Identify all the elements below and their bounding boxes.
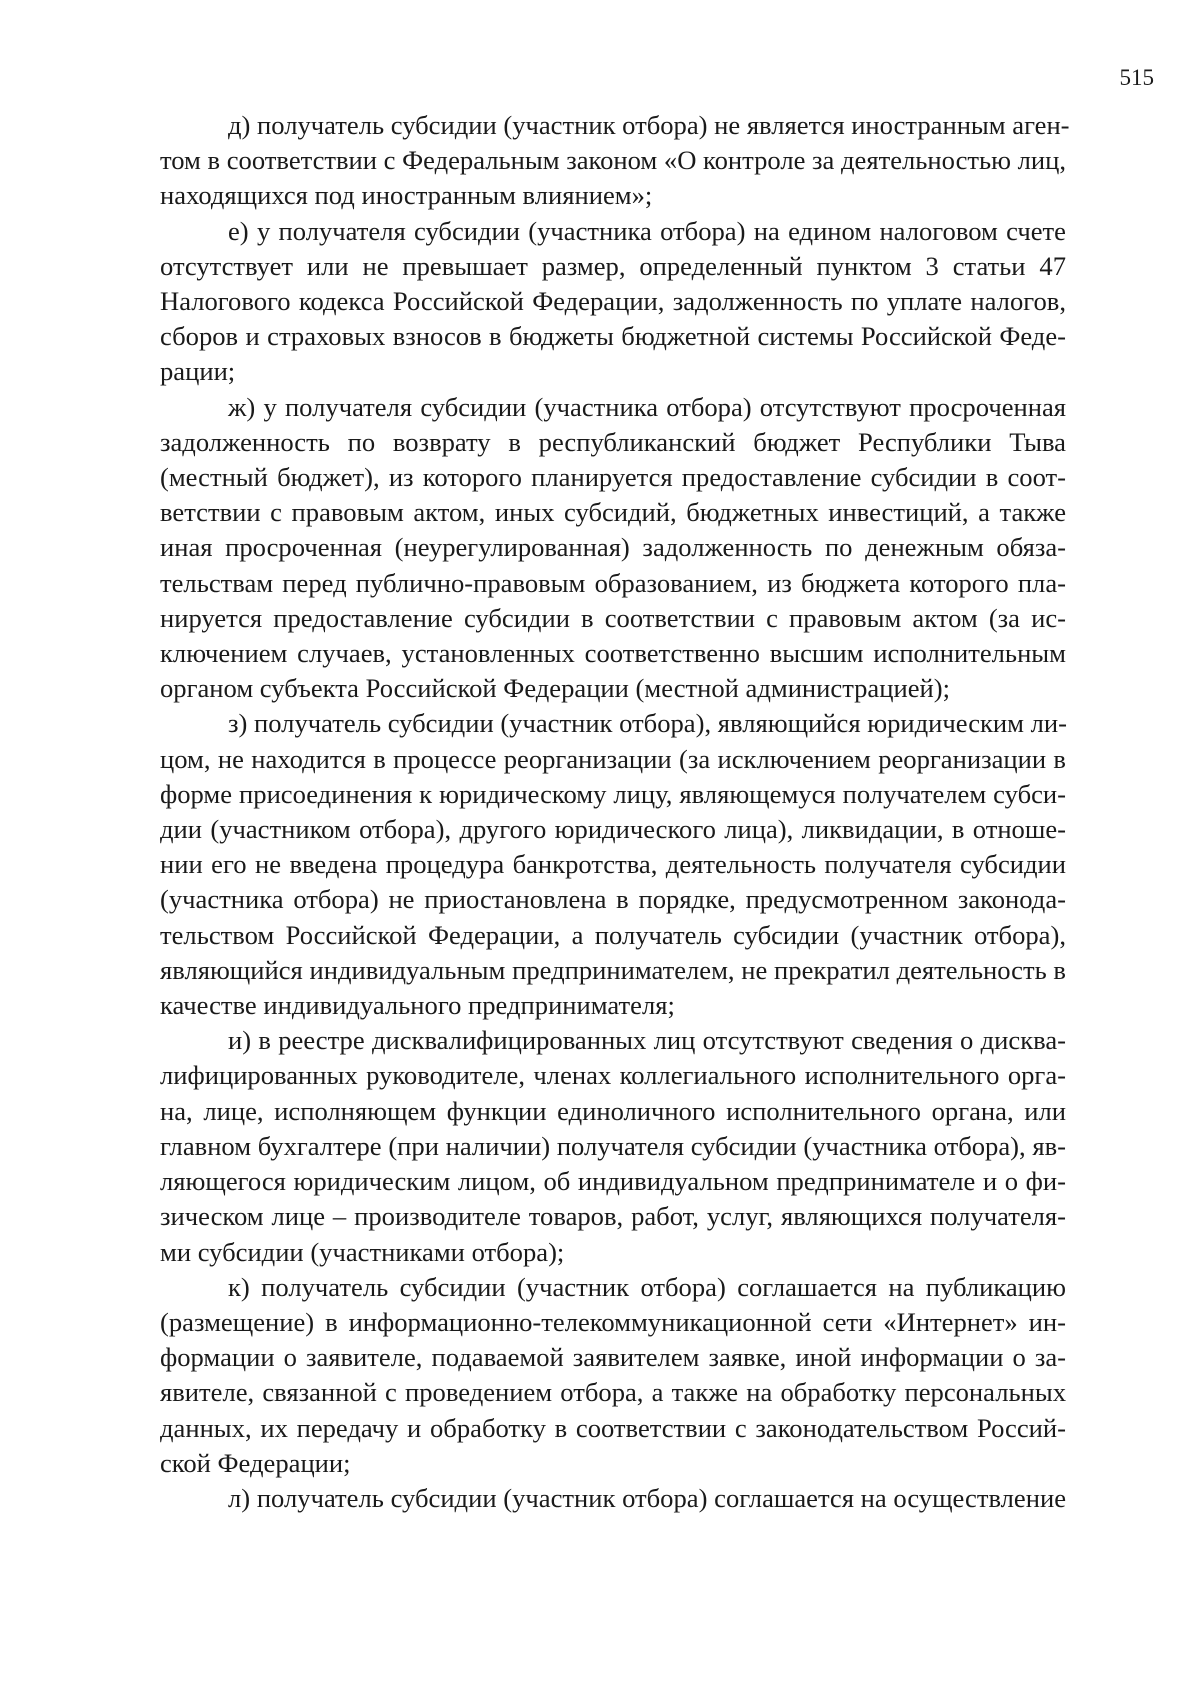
text-line: явителе, связанной с проведением отбора, а также на обработку персональных	[160, 1377, 1066, 1408]
text-line: е) у получателя субсидии (участника отбора) на едином налоговом счете	[228, 215, 1066, 246]
text-line: д) получатель субсидии (участник отбора) не является иностранным аген-	[228, 110, 1070, 140]
text-line: нируется предоставление субсидии в соответствии с правовым актом (за ис-	[160, 602, 1066, 633]
text-line: том в соответствии с Федеральным законом «О контроле за деятельностью лиц,	[160, 145, 1067, 176]
text-line: дии (участником отбора), другого юридического лица), ликвидации, в отноше-	[160, 814, 1066, 845]
text-line: ключением случаев, установленных соответственно высшим исполнительным	[160, 638, 1066, 669]
text-line: тельством Российской Федерации, а получатель субсидии (участник отбора),	[160, 919, 1066, 950]
text-line: ветствии с правовым актом, иных субсидий, бюджетных инвестиций, а также	[160, 497, 1066, 528]
text-line: отсутствует или не превышает размер, определенный пунктом 3 статьи 47	[160, 250, 1066, 281]
paragraph-z	[160, 706, 1066, 1023]
text-line: зическом лице – производителе товаров, работ, услуг, являющихся получателя-	[160, 1201, 1066, 1232]
text-line: нии его не введена процедура банкротства, деятельность получателя субсидии	[160, 849, 1066, 880]
text-line: ми субсидии (участниками отбора);	[160, 1236, 565, 1267]
text-line: формации о заявителе, подаваемой заявителем заявке, иной информации о за-	[160, 1342, 1066, 1373]
text-line: к) получатель субсидии (участник отбора) соглашается на публикацию	[228, 1271, 1066, 1302]
text-line: данных, их передачу и обработку в соответствии с законодательством Россий-	[160, 1412, 1066, 1443]
paragraph-d	[160, 108, 1070, 214]
text-line: на, лице, исполняющем функции единоличного исполнительного органа, или	[160, 1095, 1066, 1126]
text-line: Налогового кодекса Российской Федерации, задолженность по уплате налогов,	[160, 286, 1066, 317]
text-line: з) получатель субсидии (участник отбора), являющийся юридическим ли-	[228, 708, 1067, 739]
text-line: л) получатель субсидии (участник отбора) соглашается на осуществление	[228, 1482, 1066, 1513]
text-line: являющийся индивидуальным предпринимателем, не прекратил деятельность в	[160, 954, 1066, 985]
text-line: рации;	[160, 356, 236, 387]
text-line: лифицированных руководителе, членах коллегиального исполнительного орга-	[160, 1060, 1066, 1091]
text-line: форме присоединения к юридическому лицу, являющемуся получателем субси-	[160, 778, 1066, 809]
document-body	[160, 108, 1070, 1516]
page-number: 515	[1119, 65, 1154, 90]
paragraph-l	[160, 1481, 1066, 1516]
text-line: находящихся под иностранным влиянием»;	[160, 180, 653, 211]
paragraph-i	[160, 1023, 1066, 1269]
text-line: (размещение) в информационно-телекоммуникационной сети «Интернет» ин-	[160, 1306, 1066, 1337]
text-line: тельствам перед публично-правовым образованием, из бюджета которого пла-	[160, 567, 1066, 598]
paragraph-zh	[160, 390, 1066, 707]
text-line: качестве индивидуального предпринимателя;	[160, 990, 675, 1021]
text-line: главном бухгалтере (при наличии) получателя субсидии (участника отбора), яв-	[160, 1130, 1066, 1161]
text-line: иная просроченная (неурегулированная) задолженность по денежным обяза-	[160, 532, 1066, 563]
text-line: (участника отбора) не приостановлена в порядке, предусмотренном законода-	[160, 884, 1066, 915]
paragraph-e	[160, 214, 1066, 390]
text-line: цом, не находится в процессе реорганизации (за исключением реорганизации в	[160, 743, 1066, 774]
text-line: (местный бюджет), из которого планируется предоставление субсидии в соот-	[160, 462, 1066, 493]
text-line: ляющегося юридическим лицом, об индивидуальном предпринимателе и о фи-	[160, 1166, 1066, 1197]
text-line: ской Федерации;	[160, 1447, 351, 1478]
paragraph-k	[160, 1270, 1066, 1481]
text-line: сборов и страховых взносов в бюджеты бюджетной системы Российской Феде-	[160, 321, 1066, 352]
text-line: органом субъекта Российской Федерации (местной администрацией);	[160, 673, 950, 704]
text-line: ж) у получателя субсидии (участника отбора) отсутствуют просроченная	[228, 391, 1066, 422]
text-line: и) в реестре дисквалифицированных лиц отсутствуют сведения о дисква-	[228, 1025, 1066, 1056]
text-line: задолженность по возврату в республиканский бюджет Республики Тыва	[160, 426, 1066, 457]
